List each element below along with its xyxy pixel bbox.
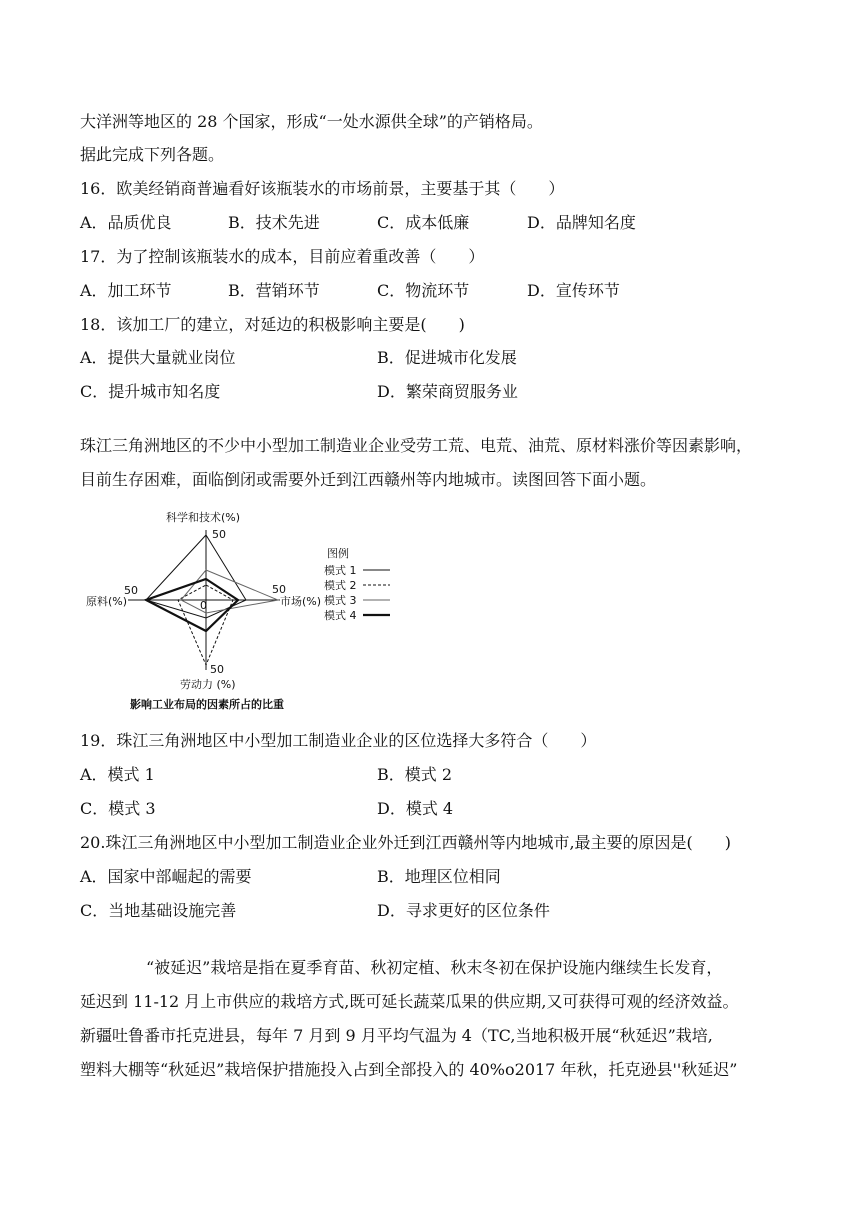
question-16-option-a[interactable]: A．品质优良 (80, 213, 172, 232)
question-19-option-b[interactable]: B．模式 2 (377, 765, 453, 784)
tick-label-left: 50 (124, 584, 138, 597)
legend-label-3: 模式 3 (324, 594, 357, 607)
legend-title: 图例 (327, 547, 349, 560)
intro-line-2: 据此完成下列各题。 (80, 145, 225, 164)
question-17-option-c[interactable]: C．物流环节 (377, 281, 470, 300)
industry-location-radar-figure (80, 505, 410, 720)
tick-label-top: 50 (212, 528, 226, 541)
passage-3-line-3: 新疆吐鲁番市托克进县，每年 7 月到 9 月平均气温为 4（TC,当地积极开展“秋延迟”栽培, (80, 1026, 713, 1045)
passage-3-line-1: “被延迟”栽培是指在夏季育苗、秋初定植、秋末冬初在保护设施内继续生长发育， (146, 958, 723, 977)
question-19-option-d[interactable]: D．模式 4 (377, 799, 454, 818)
legend-label-2: 模式 2 (324, 579, 357, 592)
question-16-stem: 16．欧美经销商普遍看好该瓶装水的市场前景，主要基于其（ ） (80, 179, 565, 198)
axis-label-right: 市场(%) (280, 595, 322, 608)
legend-label-4: 模式 4 (324, 609, 357, 622)
tick-label-bottom: 50 (210, 663, 224, 676)
tick-label-right: 50 (272, 583, 286, 596)
question-19-stem: 19．珠江三角洲地区中小型加工制造业企业的区位选择大多符合（ ） (80, 731, 597, 750)
passage-3-line-2: 延迟到 11-12 月上市供应的栽培方式,既可延长蔬菜瓜果的供应期,又可获得可观的经济效益。 (80, 992, 739, 1011)
passage-2-line-2: 目前生存困难，面临倒闭或需要外迁到江西赣州等内地城市。读图回答下面小题。 (80, 470, 657, 489)
legend-label-1: 模式 1 (324, 564, 357, 577)
question-17-option-a[interactable]: A．加工环节 (80, 281, 172, 300)
question-20-option-d[interactable]: D．寻求更好的区位条件 (377, 901, 550, 920)
figure-caption: 影响工业布局的因素所占的比重 (130, 698, 284, 711)
intro-line-1: 大洋洲等地区的 28 个国家，形成“一处水源供全球”的产销格局。 (80, 112, 543, 131)
question-18-option-a[interactable]: A．提供大量就业岗位 (80, 348, 236, 367)
passage-2-line-1: 珠江三角洲地区的不少中小型加工制造业企业受劳工荒、电荒、油荒、原材料涨价等因素影响， (80, 436, 753, 455)
question-17-option-b[interactable]: B．营销环节 (228, 281, 320, 300)
mode-3-polygon (181, 570, 278, 613)
question-18-stem: 18．该加工厂的建立，对延边的积极影响主要是( ) (80, 315, 465, 334)
question-16-option-c[interactable]: C．成本低廉 (377, 213, 470, 232)
axis-label-top: 科学和技术(%) (166, 511, 241, 524)
axis-label-left: 原料(%) (86, 595, 128, 608)
question-18-option-c[interactable]: C．提升城市知名度 (80, 382, 221, 401)
question-16-option-b[interactable]: B．技术先进 (228, 213, 320, 232)
axis-label-bottom: 劳动力 (%) (180, 678, 236, 691)
question-17-option-d[interactable]: D．宣传环节 (527, 281, 620, 300)
question-20-stem: 20.珠江三角洲地区中小型加工制造业企业外迁到江西赣州等内地城市,最主要的原因是( ) (80, 833, 732, 852)
question-18-option-d[interactable]: D．繁荣商贸服务业 (377, 382, 518, 401)
question-18-option-b[interactable]: B．促进城市化发展 (377, 348, 517, 367)
question-19-option-c[interactable]: C．模式 3 (80, 799, 156, 818)
question-20-option-c[interactable]: C．当地基础设施完善 (80, 901, 237, 920)
question-17-stem: 17．为了控制该瓶装水的成本，目前应着重改善（ ） (80, 247, 485, 266)
origin-label: 0 (200, 599, 207, 612)
question-20-option-b[interactable]: B．地理区位相同 (377, 867, 501, 886)
question-19-option-a[interactable]: A．模式 1 (80, 765, 155, 784)
question-16-option-d[interactable]: D．品牌知名度 (527, 213, 636, 232)
passage-3-line-4: 塑料大棚等“秋延迟”栽培保护措施投入占到全部投入的 40%o2017 年秋，托克逊县''秋延迟” (80, 1060, 738, 1079)
question-20-option-a[interactable]: A．国家中部崛起的需要 (80, 867, 252, 886)
